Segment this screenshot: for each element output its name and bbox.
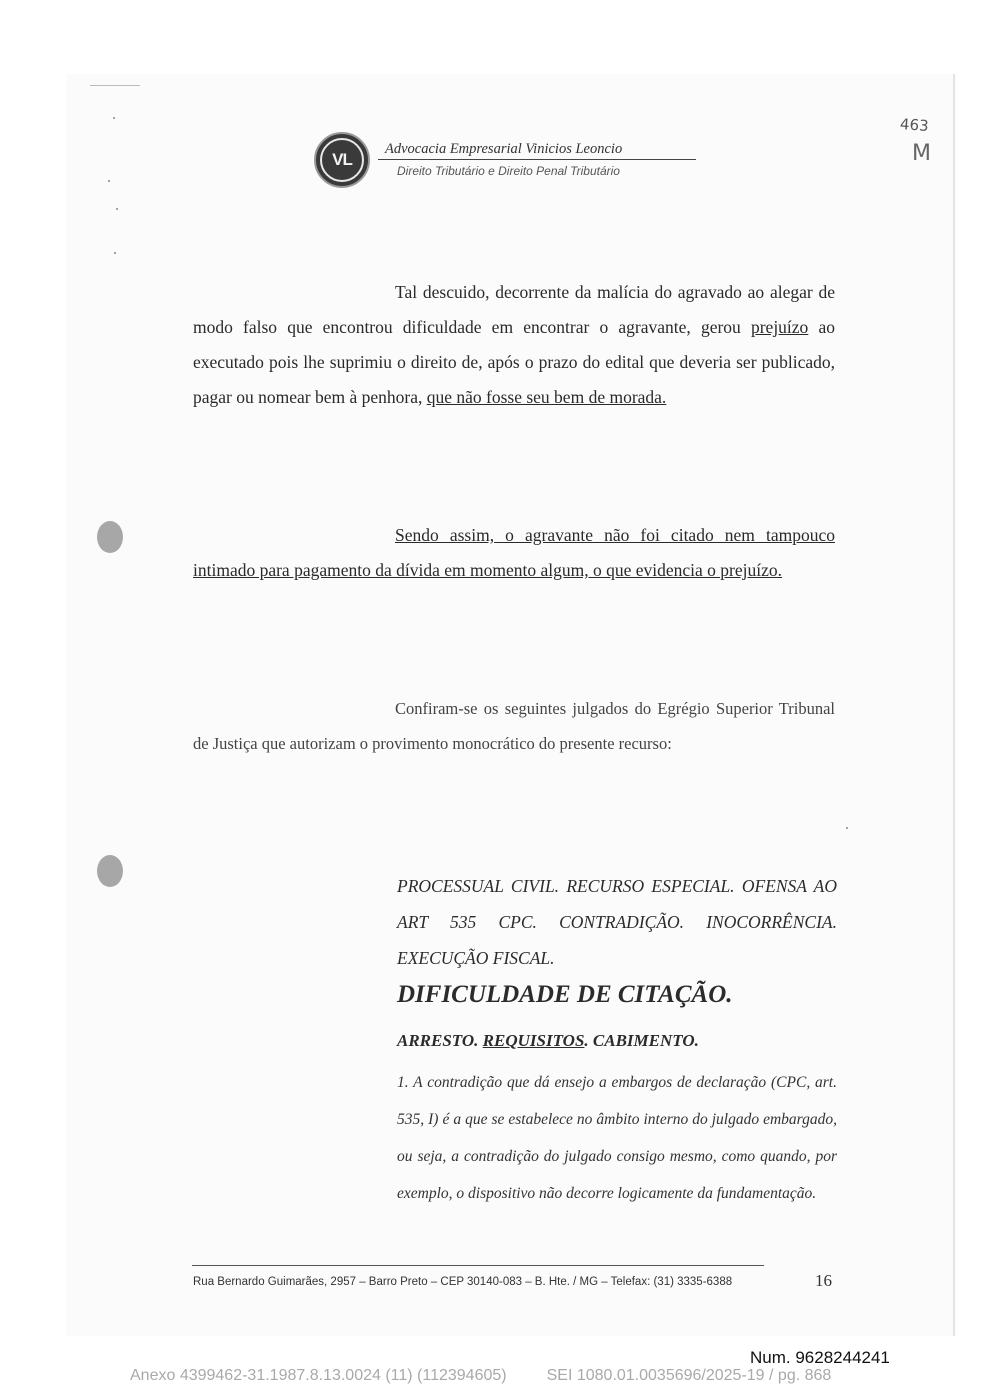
quote-heading: PROCESSUAL CIVIL. RECURSO ESPECIAL. OFENSA AO ART 535 CPC. CONTRADIÇÃO. INOCORRÊNCIA. EXECUÇÃO FISCAL.: [397, 876, 837, 968]
firm-logo: [314, 132, 370, 188]
paragraph-1: [193, 275, 835, 415]
scan-speck: [114, 252, 116, 254]
handwritten-initials: M: [912, 141, 931, 166]
scan-speck: [108, 180, 110, 182]
quote-heading-large: DIFICULDADE DE CITAÇÃO.: [397, 981, 733, 1008]
letterhead-rule: [378, 159, 696, 160]
scan-speck: [116, 208, 118, 210]
quote-req-underlined: REQUISITOS: [482, 1031, 585, 1050]
punch-hole: [97, 521, 123, 553]
quote-req-before: ARRESTO.: [397, 1031, 483, 1050]
p1-text-middle: ao executado pois lhe suprimiu o direito de, após o prazo do edital que deveria ser publicado, pagar ou nomear bem à penhora,: [193, 317, 835, 407]
firm-name: Advocacia Empresarial Vinicios Leoncio: [385, 141, 623, 157]
paragraph-3: Confiram-se os seguintes julgados do Egrégio Superior Tribunal de Justiça que autorizam o provimento monocrático do presente recurso:: [193, 699, 835, 753]
footer-address: Rua Bernardo Guimarães, 2957 – Barro Preto – CEP 30140-083 – B. Hte. / MG – Telefax: (31) 3335-6388: [193, 1276, 733, 1288]
punch-hole: [97, 855, 123, 887]
sei-stamp: [130, 1367, 890, 1385]
anexo-reference: Anexo 4399462-31.1987.8.13.0024 (11) (112394605): [130, 1367, 507, 1384]
sei-reference: SEI 1080.01.0035696/2025-19 / pg. 868: [546, 1367, 832, 1384]
scan-speck: [846, 827, 848, 829]
p1-text-start: Tal descuido, decorrente da malícia do agravado ao alegar de modo falso que encontrou dificuldade em encontrar o agravante, gerou: [193, 282, 835, 337]
firm-subtitle: Direito Tributário e Direito Penal Tributário: [397, 164, 620, 178]
page-edge: [953, 74, 955, 1336]
document-number-stamp: Num. 9628244241: [750, 1348, 890, 1367]
paragraph-2: Sendo assim, o agravante não foi citado nem tampouco intimado para pagamento da dívida em momento algum, o que evidencia o prejuízo.: [193, 525, 835, 580]
scan-speck: [113, 117, 115, 119]
p1-underlined-end: que não fosse seu bem de morada.: [426, 387, 667, 407]
quote-requisitos-line: [397, 1026, 837, 1056]
scan-mark: [90, 85, 140, 86]
page-number: 16: [815, 1271, 832, 1290]
quote-body: 1. A contradição que dá ensejo a embargos de declaração (CPC, art. 535, I) é a que se estabelece no âmbito interno do julgado embargado, ou seja, a contradição do julgado consigo mesmo, como quando, por exemplo, o dispositivo não decorre logicamente da fundamentação.: [397, 1074, 837, 1202]
logo-monogram: VL: [320, 138, 364, 182]
quote-req-after: . CABIMENTO.: [584, 1031, 699, 1050]
p1-underlined-prejuizo: prejuízo: [750, 317, 809, 337]
footer-rule: [192, 1265, 764, 1266]
handwritten-page-mark: 463: [899, 115, 930, 135]
